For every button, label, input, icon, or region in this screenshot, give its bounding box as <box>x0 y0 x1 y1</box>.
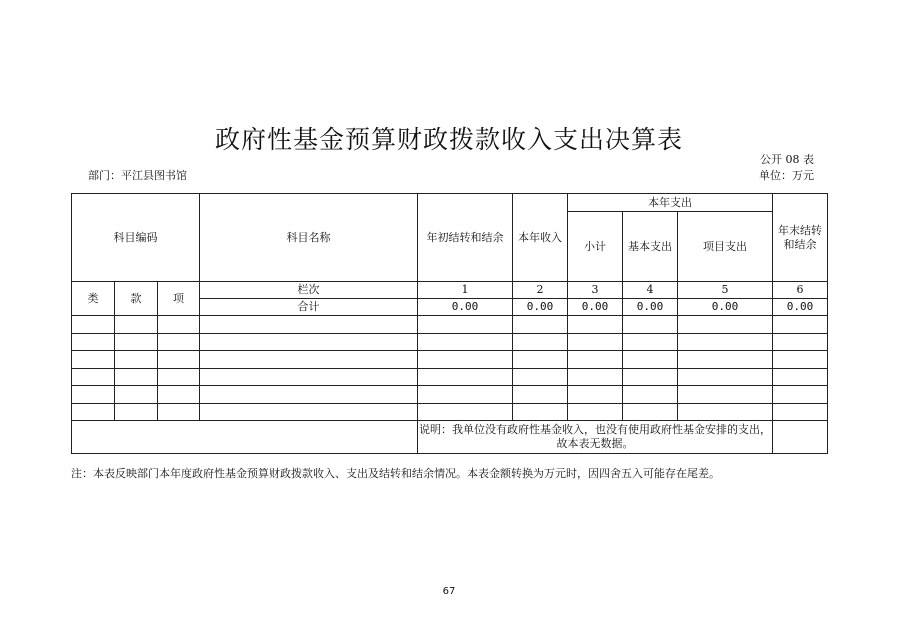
note-blank-cell <box>72 421 418 454</box>
table-row <box>72 334 828 351</box>
unit-label: 单位：万元 <box>759 169 814 182</box>
header-basic-expenditure: 基本支出 <box>623 212 678 282</box>
table-row <box>72 386 828 404</box>
header-subject-code: 科目编码 <box>72 194 200 282</box>
page-number: 67 <box>442 586 456 597</box>
budget-table <box>71 193 828 454</box>
form-number: 公开 08 表 <box>760 153 814 166</box>
total-label: 合计 <box>200 299 418 316</box>
note-line-1: 说明：我单位没有政府性基金收入，也没有使用政府性基金安排的支出， <box>419 423 771 436</box>
table-row <box>72 369 828 386</box>
column-number-2: 2 <box>513 282 568 299</box>
column-number-6: 6 <box>773 282 828 299</box>
header-class: 类 <box>72 282 115 316</box>
header-section: 款 <box>115 282 158 316</box>
table-row <box>72 316 828 334</box>
header-opening-balance: 年初结转和结余 <box>418 194 513 282</box>
total-income: 0.00 <box>513 299 568 316</box>
header-income: 本年收入 <box>513 194 568 282</box>
total-opening-balance: 0.00 <box>418 299 513 316</box>
header-subtotal: 小计 <box>568 212 623 282</box>
table-row <box>72 404 828 421</box>
column-number-label: 栏次 <box>200 282 418 299</box>
header-item: 项 <box>158 282 200 316</box>
header-subject-name: 科目名称 <box>200 194 418 282</box>
header-project-expenditure: 项目支出 <box>678 212 773 282</box>
column-number-3: 3 <box>568 282 623 299</box>
total-basic: 0.00 <box>623 299 678 316</box>
table-row <box>72 351 828 369</box>
department-label: 部门：平江县图书馆 <box>88 169 187 182</box>
footnote: 注：本表反映部门本年度政府性基金预算财政拨款收入、支出及结转和结余情况。本表金额转换为万元时，因四舍五入可能存在尾差。 <box>71 467 720 480</box>
total-closing-balance: 0.00 <box>773 299 828 316</box>
column-number-5: 5 <box>678 282 773 299</box>
column-number-4: 4 <box>623 282 678 299</box>
note-cell <box>418 421 773 454</box>
total-subtotal: 0.00 <box>568 299 623 316</box>
note-end-cell <box>773 421 828 454</box>
note-line-2: 故本表无数据。 <box>556 437 634 450</box>
total-project: 0.00 <box>678 299 773 316</box>
header-closing-balance: 年末结转和结余 <box>773 194 828 282</box>
header-expenditure-group: 本年支出 <box>568 194 773 212</box>
column-number-1: 1 <box>418 282 513 299</box>
page-title: 政府性基金预算财政拨款收入支出决算表 <box>214 125 683 154</box>
